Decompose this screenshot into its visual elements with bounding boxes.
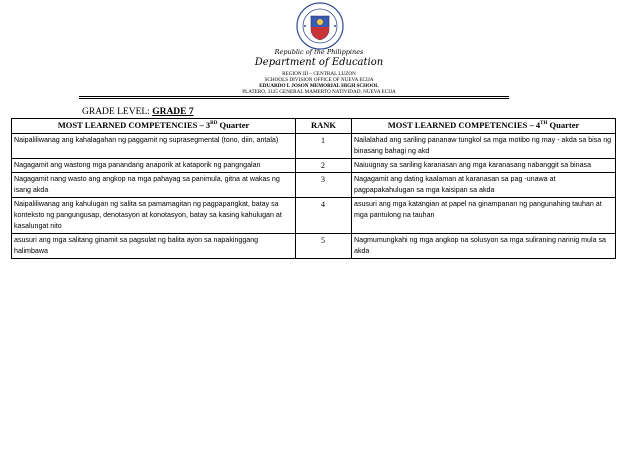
competency-4th-quarter: Nagagamit ang dating kaalaman at karanasan sa pag -unawa at pagpapakahulugan sa mga kaisipan sa akda [352, 173, 616, 198]
school-address: PLATERO, 3125 GENERAL MAMERTO NATIVIDAD, NUEVA ECIJA [242, 89, 396, 95]
grade-level-value: GRADE 7 [152, 107, 194, 117]
grade-level-label: GRADE LEVEL: [82, 107, 150, 117]
rank-cell: 5 [296, 234, 352, 259]
header-divider [79, 96, 509, 97]
table-row [12, 134, 616, 159]
deped-seal-logo [296, 2, 344, 50]
competency-3rd-quarter: Naipaliliwanag ang kahalagahan ng paggamit ng suprasegmental (tono, diin, antala) [12, 134, 296, 159]
competency-3rd-quarter: Naipaliliwanag ang kahulugan ng salita sa pamamagitan ng pagpapangkat, batay sa konteksto ng pangungusap, denotasyon at konotasyon, batay sa kasing kahulugan at kasalungat nito [12, 198, 296, 234]
table-header-row [12, 119, 616, 134]
competency-3rd-quarter: Nagagamit nang wasto ang angkop na mga pahayag sa panimula, gitna at wakas ng isang akda [12, 173, 296, 198]
table-row [12, 159, 616, 173]
table-row [12, 234, 616, 259]
competency-3rd-quarter: Nagagamit ang wastong mga panandang anaporik at kataporik ng pangngalan [12, 159, 296, 173]
competency-3rd-quarter: asusuri ang mga salitang ginamit sa pagsulat ng balita ayon sa napakinggang halimbawa [12, 234, 296, 259]
rank-cell: 4 [296, 198, 352, 234]
competency-4th-quarter: Naiuugnay sa sariling karanasan ang mga karanasang nabanggit sa binasa [352, 159, 616, 173]
header-4th-quarter: MOST LEARNED COMPETENCIES – 4TH Quarter [352, 119, 616, 134]
rank-cell: 3 [296, 173, 352, 198]
competency-4th-quarter: Nailalahad ang sariling pananaw tungkol sa mga motibo ng may - akda sa bisa ng binasang bahagi ng akd [352, 134, 616, 159]
header-rank: RANK [296, 119, 352, 134]
rank-cell: 1 [296, 134, 352, 159]
header-divider-secondary [79, 98, 509, 99]
table-row [12, 173, 616, 198]
competency-4th-quarter: Nagmumungkahi ng mga angkop na solusyon sa mga suliraning narinig mula sa akda [352, 234, 616, 259]
rank-cell: 2 [296, 159, 352, 173]
division-line: SCHOOLS DIVISION OFFICE OF NUEVA ECIJA [264, 77, 374, 83]
table-row [12, 198, 616, 234]
header-3rd-quarter: MOST LEARNED COMPETENCIES – 3RD Quarter [12, 119, 296, 134]
department-name: Department of Education [254, 57, 384, 68]
competencies-table [11, 118, 616, 259]
grade-level [82, 107, 194, 117]
school-name: EDUARDO L JOSON MEMORIAL HIGH SCHOOL [259, 83, 379, 89]
region-line: REGION III – CENTRAL LUZON [282, 71, 356, 77]
competency-4th-quarter: asusuri ang mga katangian at papel na ginampanan ng pangunahing tauhan at mga pantulong na tauhan [352, 198, 616, 234]
republic-line: Republic of the Philippines [274, 48, 364, 56]
